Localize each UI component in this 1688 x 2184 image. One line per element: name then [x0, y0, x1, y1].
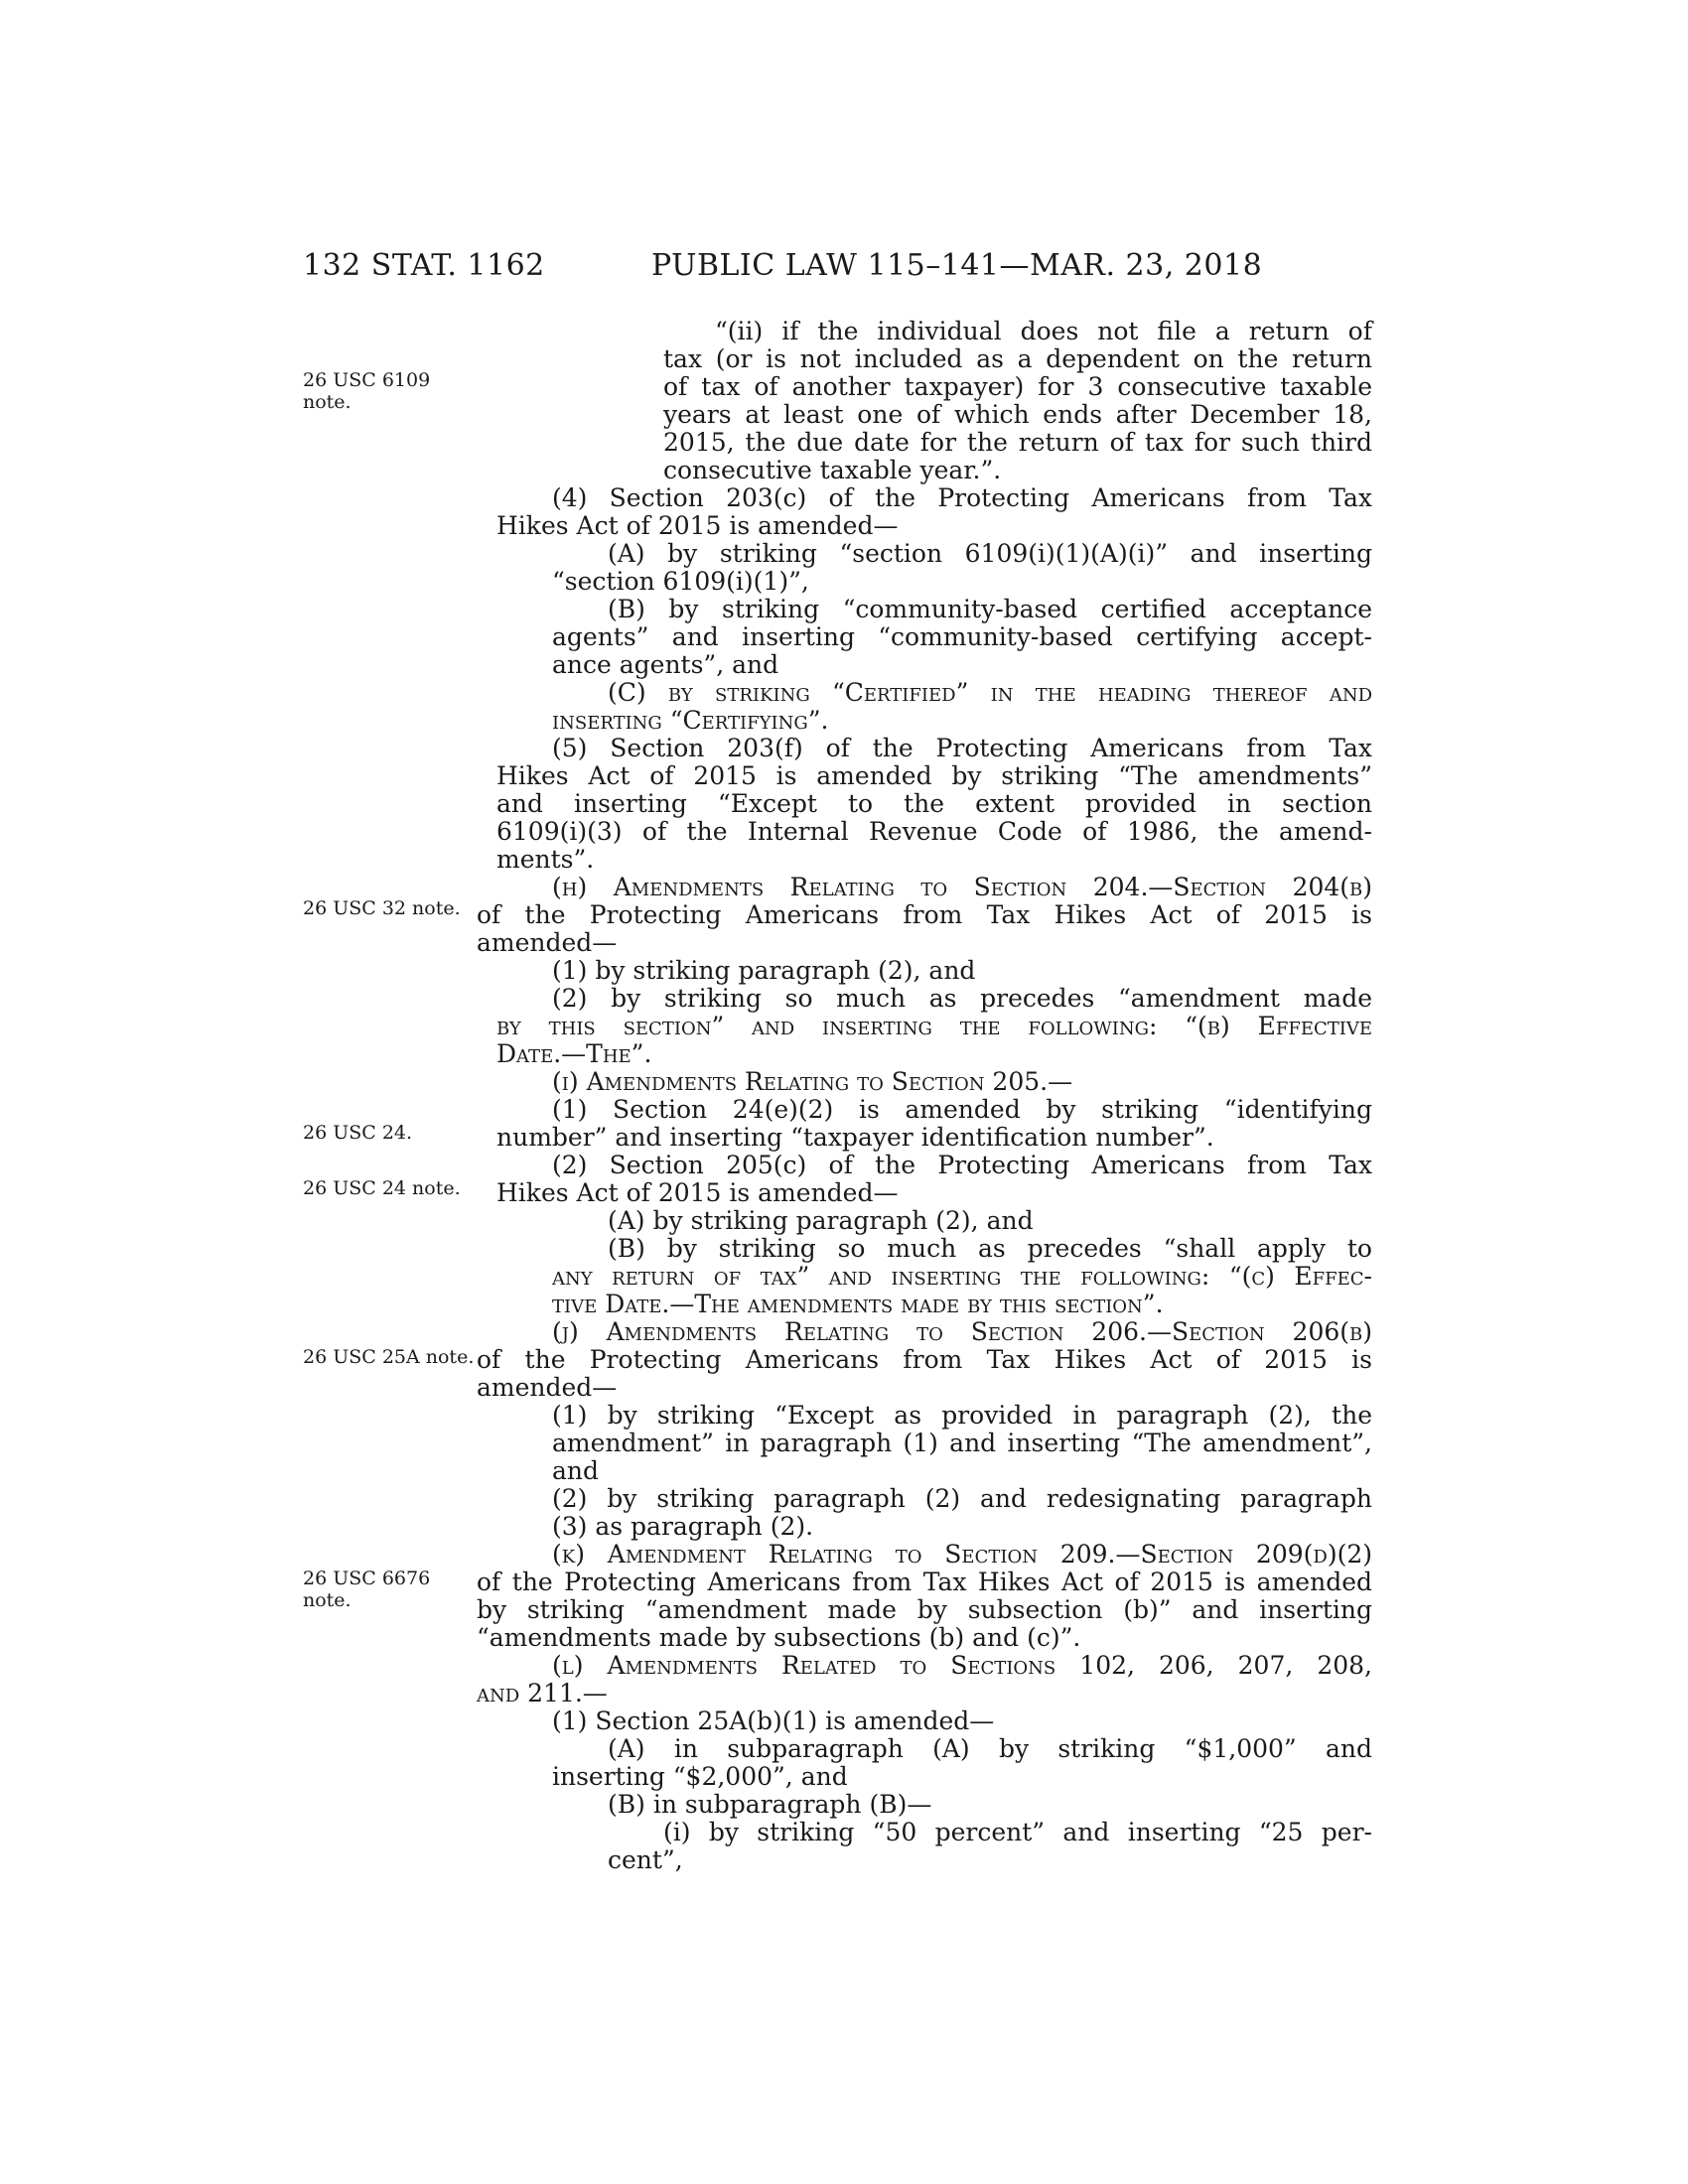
text-line: Hikes Act of 2015 is amended—	[496, 1178, 899, 1207]
text-line: consecutive taxable year.”.	[663, 456, 1002, 484]
text-line: of tax of another taxpayer) for 3 consecutive taxable	[663, 372, 1372, 401]
text-line: (A) by striking paragraph (2), and	[608, 1206, 1034, 1235]
text-line: agents” and inserting “community-based certifying accept-	[552, 622, 1372, 651]
text-line: (1) by striking paragraph (2), and	[552, 956, 976, 985]
text-line: ments”.	[496, 845, 595, 874]
text-line: number” and inserting “taxpayer identification number”.	[496, 1123, 1214, 1152]
text-line: and 211.—	[477, 1679, 608, 1707]
text-line: (i) by striking “50 percent” and inserting “25 per-	[663, 1818, 1372, 1846]
text-line: (A) by striking “section 6109(i)(1)(A)(i)” and inserting	[608, 539, 1372, 568]
text-line: (C) by striking “Certified” in the heading thereof and	[608, 678, 1372, 707]
text-line: tax (or is not included as a dependent on the return	[663, 344, 1372, 373]
text-line: (1) Section 24(e)(2) is amended by striking “identifying	[552, 1095, 1372, 1124]
statute-body	[477, 317, 1372, 1874]
margin-note-24-note: 26 USC 24 note.	[303, 1177, 461, 1199]
text-line: any return of tax” and inserting the following: “(c) Effec-	[552, 1262, 1372, 1291]
text-line: (j) Amendments Relating to Section 206.—Section 206(b)	[552, 1317, 1372, 1346]
text-line: years at least one of which ends after December 18,	[663, 400, 1372, 429]
margin-note-6676: 26 USC 6676 note.	[303, 1568, 431, 1611]
margin-note-32: 26 USC 32 note.	[303, 897, 461, 919]
law-title: PUBLIC LAW 115–141—MAR. 23, 2018	[651, 248, 1263, 283]
text-line: (l) Amendments Related to Sections 102, 206, 207, 208,	[552, 1651, 1372, 1680]
text-line: inserting “$2,000”, and	[552, 1762, 848, 1791]
text-line: ance agents”, and	[552, 650, 779, 679]
text-line: of the Protecting Americans from Tax Hikes Act of 2015 is	[477, 900, 1372, 929]
text-line: (i) Amendments Relating to Section 205.—	[552, 1067, 1073, 1096]
text-line: Date.—The”.	[496, 1039, 652, 1068]
text-line: (1) Section 25A(b)(1) is amended—	[552, 1706, 995, 1735]
text-line: (k) Amendment Relating to Section 209.—Section 209(d)(2)	[552, 1540, 1372, 1569]
text-line: (h) Amendments Relating to Section 204.—Section 204(b)	[552, 873, 1372, 901]
text-line: (A) in subparagraph (A) by striking “$1,000” and	[608, 1734, 1372, 1763]
text-line: cent”,	[608, 1845, 683, 1874]
text-line: (B) by striking so much as precedes “shall apply to	[608, 1234, 1372, 1263]
text-line: Hikes Act of 2015 is amended by striking “The amendments”	[496, 761, 1372, 790]
margin-note-6109: 26 USC 6109 note.	[303, 369, 431, 413]
text-line: of the Protecting Americans from Tax Hikes Act of 2015 is	[477, 1345, 1372, 1374]
margin-note-25a: 26 USC 25A note.	[303, 1346, 475, 1368]
text-line: amendment” in paragraph (1) and inserting “The amendment”,	[552, 1429, 1372, 1457]
text-line: “amendments made by subsections (b) and (c)”.	[477, 1623, 1081, 1652]
text-line: tive Date.—The amendments made by this section”.	[552, 1290, 1164, 1318]
text-line: (3) as paragraph (2).	[552, 1512, 814, 1541]
text-line: (2) by striking so much as precedes “amendment made	[552, 984, 1372, 1013]
text-line: (1) by striking “Except as provided in paragraph (2), the	[552, 1401, 1372, 1430]
text-line: “(ii) if the individual does not file a return of	[715, 317, 1372, 345]
text-line: of the Protecting Americans from Tax Hikes Act of 2015 is amended	[477, 1568, 1372, 1596]
text-line: “section 6109(i)(1)”,	[552, 567, 809, 596]
text-line: 2015, the due date for the return of tax for such third	[663, 428, 1372, 457]
text-line: and inserting “Except to the extent provided in section	[496, 789, 1372, 818]
text-line: 6109(i)(3) of the Internal Revenue Code of 1986, the amend-	[496, 817, 1372, 846]
text-line: by striking “amendment made by subsection (b)” and inserting	[477, 1595, 1372, 1624]
text-line: (B) in subparagraph (B)—	[608, 1790, 932, 1819]
text-line: amended—	[477, 1373, 618, 1402]
stat-reference: 132 STAT. 1162	[303, 248, 545, 283]
text-line: by this section” and inserting the following: “(b) Effective	[496, 1012, 1372, 1040]
text-line: Hikes Act of 2015 is amended—	[496, 511, 899, 540]
text-line: (B) by striking “community-based certified acceptance	[608, 595, 1372, 623]
text-line: (4) Section 203(c) of the Protecting Americans from Tax	[552, 483, 1372, 512]
text-line: (5) Section 203(f) of the Protecting Americans from Tax	[552, 734, 1372, 762]
text-line: and	[552, 1456, 600, 1485]
text-line: amended—	[477, 928, 618, 957]
text-line: (2) Section 205(c) of the Protecting Americans from Tax	[552, 1151, 1372, 1179]
text-line: (2) by striking paragraph (2) and redesignating paragraph	[552, 1484, 1372, 1513]
margin-note-24: 26 USC 24.	[303, 1122, 413, 1144]
text-line: inserting “Certifying”.	[552, 706, 829, 735]
